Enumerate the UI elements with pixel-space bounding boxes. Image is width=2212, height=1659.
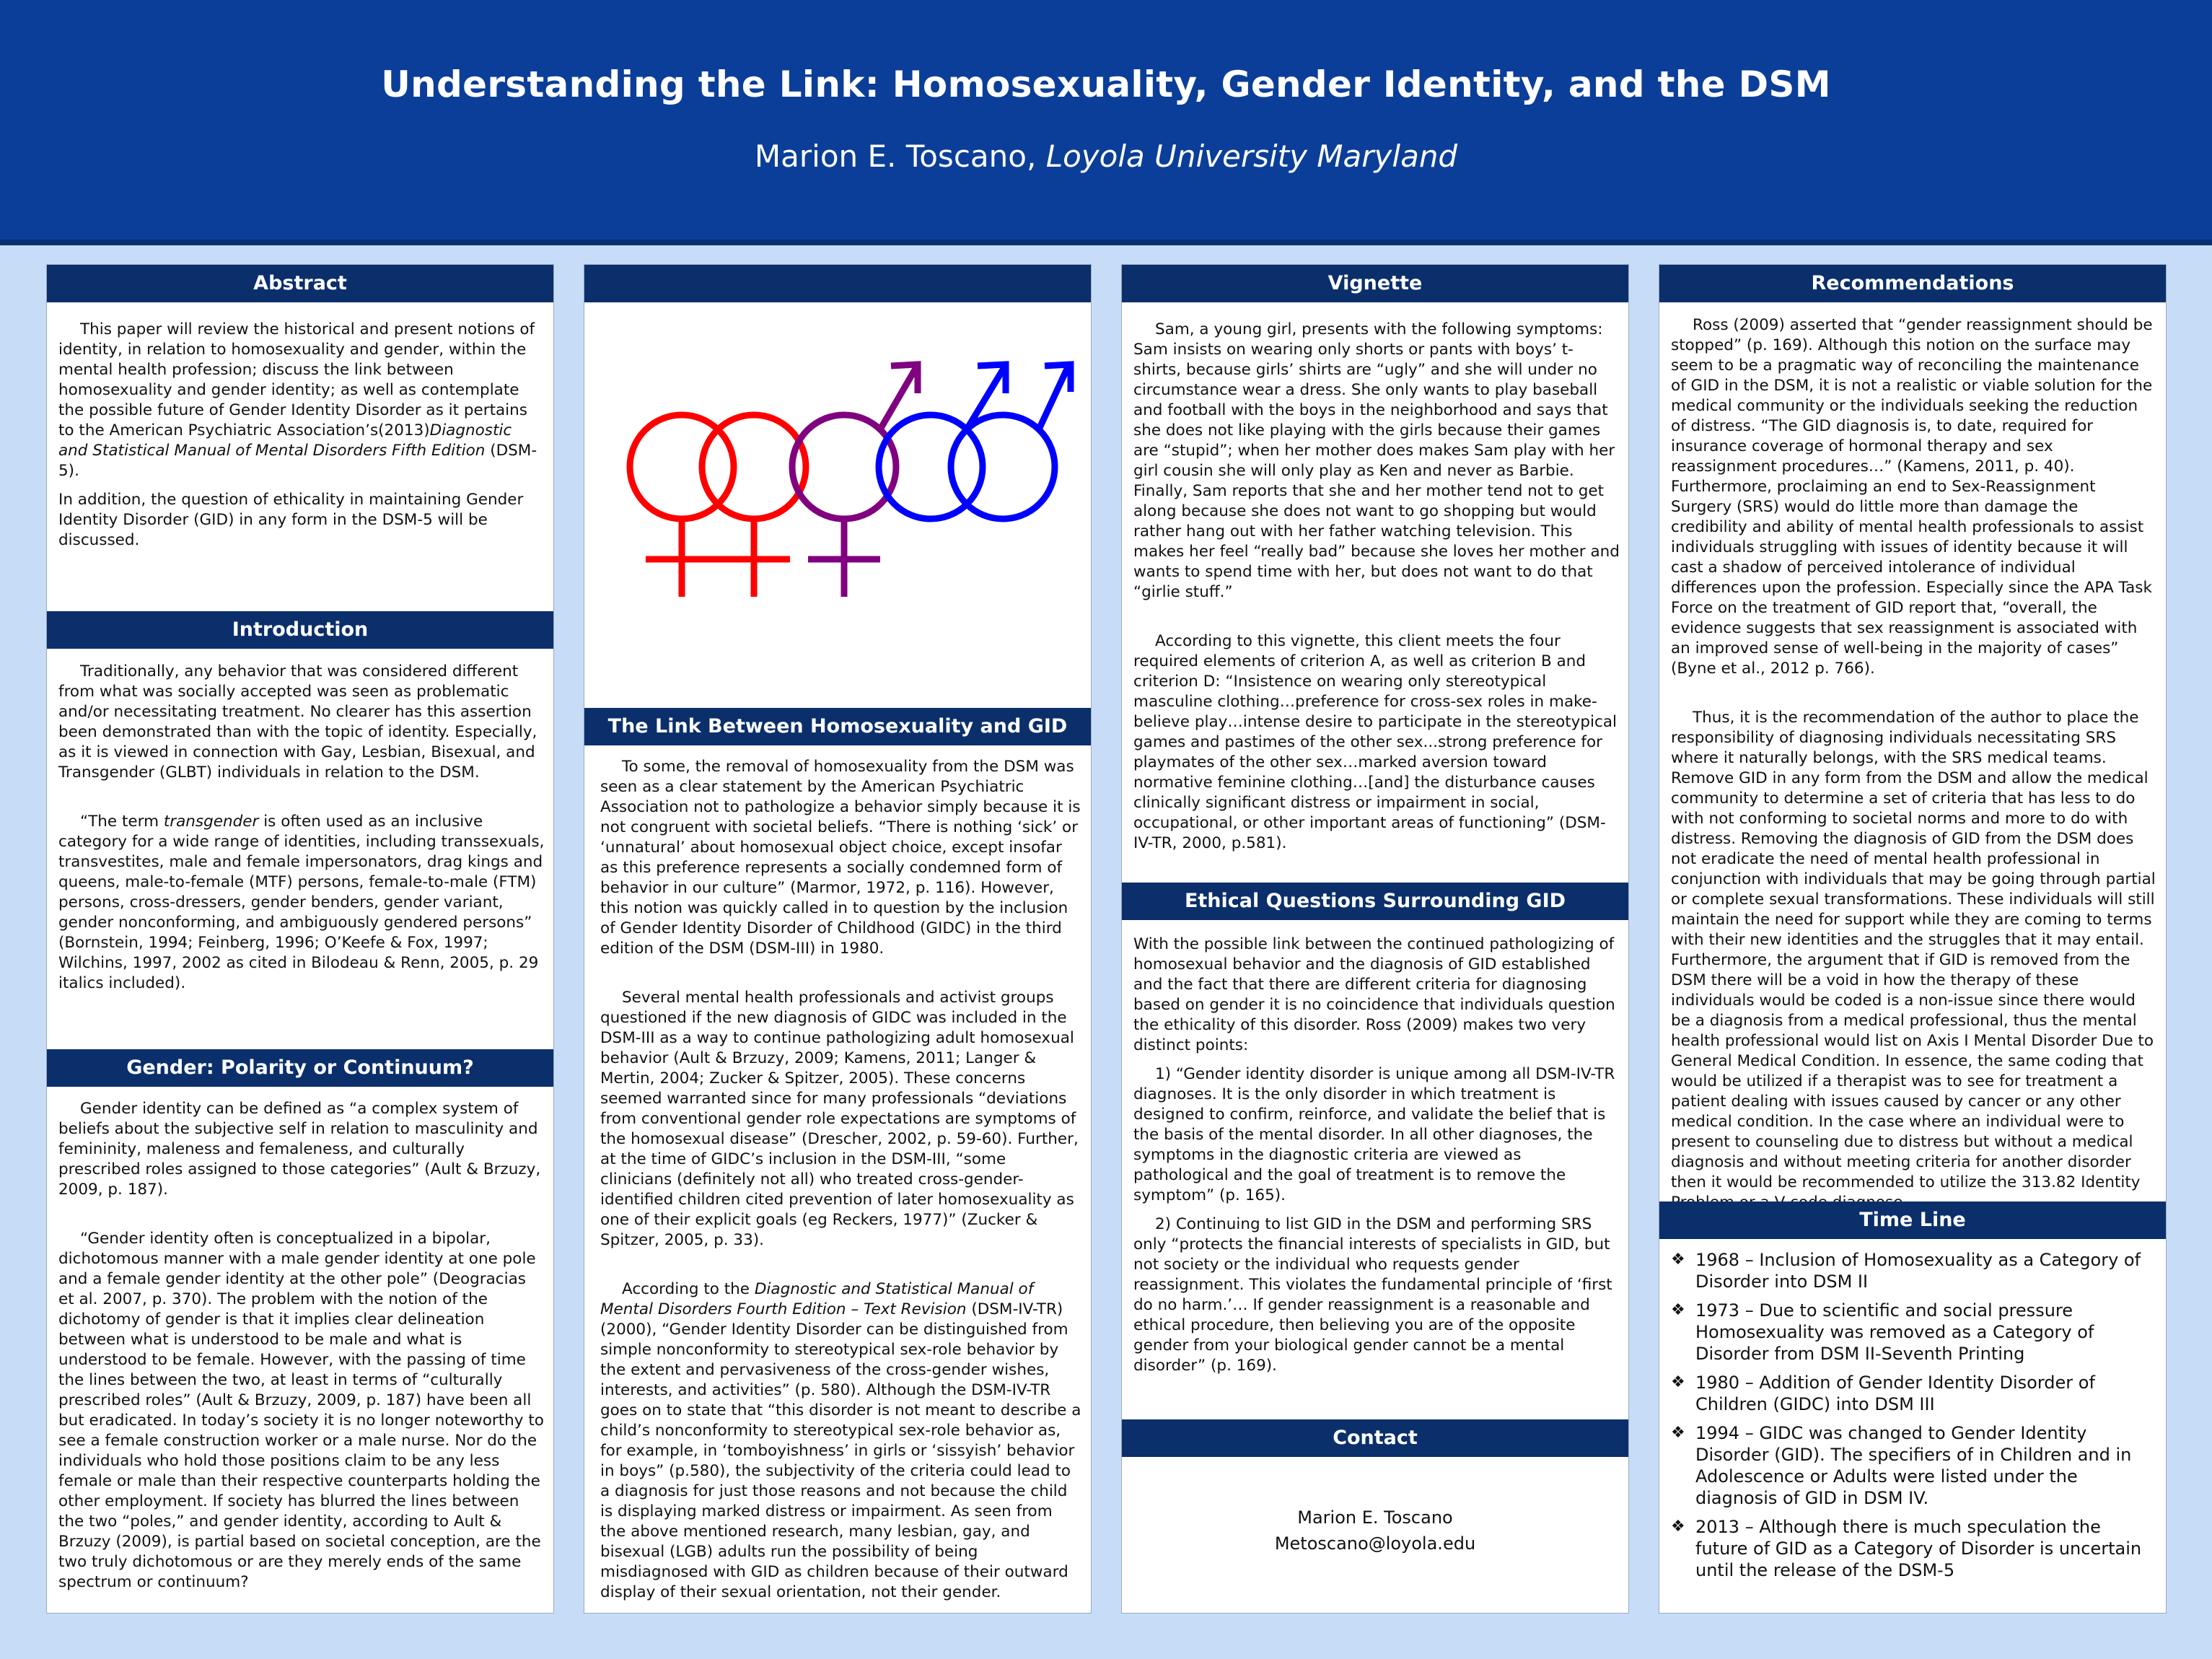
introduction-heading: Introduction bbox=[47, 611, 553, 649]
column-4 bbox=[1659, 264, 2167, 1614]
timeline-body bbox=[1669, 1249, 2157, 1588]
timeline-item: ❖ 2013 – Although there is much speculation the future of GID as a Category of Disorder is uncertain until the release of the DSM-5 bbox=[1671, 1517, 2142, 1580]
introduction-paragraph-2: “The term transgender is often used as an inclusive category for a wide range of identities, including transsexuals, transvestites, male and female impersonators, drag kings and queens, male-to-female (MTF) persons, female-to-male (FTM) persons, cross-dressers, gender benders, gender variant, gender nonconforming, and ambiguously gendered persons” (Bornstein, 1994; Feinberg, 1996; O’Keefe & Fox, 1997; Wilchins, 1997, 2002 as cited in Bilodeau & Renn, 2005, p. 29 italics included). bbox=[58, 813, 545, 992]
vignette-body bbox=[1133, 320, 1620, 883]
abstract-heading: Abstract bbox=[47, 265, 553, 302]
diamond-bullet-icon: ❖ bbox=[1671, 1251, 1685, 1269]
timeline-list bbox=[1669, 1249, 2157, 1581]
contact-name: Marion E. Toscano bbox=[1297, 1507, 1453, 1528]
column-2 bbox=[584, 264, 1092, 1614]
vignette-paragraph-2: According to this vignette, this client meets the four required elements of criterion A, as well as criterion B and criterion D: “Insistence on wearing only stereotypical masculine clothing…preference for cross-sex roles in make-believe play…intense desire to participate in the stereotypical games and pastimes of the other sex...strong preference for playmates of the other sex…marked aversion toward normative feminine clothing…[and] the disturbance causes clinically significant distress or impairment in social, occupational, or other important areas of functioning” (DSM-IV-TR, 2000, p.581). bbox=[1133, 632, 1617, 852]
vignette-paragraph-1: Sam, a young girl, presents with the following symptoms: Sam insists on wearing only shorts or pants with boys’ t-shirts, because girls’ shirts are “ugly” and she will under no circumstance wear a dress. She only wants to play baseball and football with the boys in the neighborhood and says that she does not like playing with the girls because their games are “stupid”; when her mother does makes Sam play with her girl cousin she will only play as Ken and never as Barbie. Finally, Sam reports that she and her mother tend not to get along because she does not want to go shopping but would rather hang out with her father watching television. This makes her feel “really bad” because she loves her mother and wants to spend time with her, but does not want to do that “girlie stuff.” bbox=[1133, 320, 1620, 601]
link-paragraph-3: According to the Diagnostic and Statistical Manual of Mental Disorders Fourth Edition – Text Revision (DSM-IV-TR) (2000), “Gender Identity Disorder can be distinguished from simple nonconformity to stereotypical sex-role behavior by the extent and pervasiveness of the cross-gender wishes, interests, and activities” (p. 580). Although the DSM-IV-TR goes on to state that “this disorder is not meant to describe a child’s nonconformity to stereotypical sex-role behavior as, for example, in ‘tomboyishness’ in girls or ‘sissyish’ behavior in boys” (p.580), the subjectivity of the criteria could lead to a diagnosis for just those reasons and not because the child is displaying marked distress or impairment. As seen from the above mentioned research, many lesbian, gay, and bisexual (LGB) adults run the possibility of being misdiagnosed with GID as children because of their outward display of their sexual orientation, not their gender. bbox=[600, 1280, 1081, 1601]
author-line bbox=[0, 139, 2212, 174]
diamond-bullet-icon: ❖ bbox=[1671, 1518, 1685, 1536]
column-3 bbox=[1121, 264, 1629, 1614]
male-symbol-icon-2 bbox=[951, 364, 1071, 519]
recommendations-paragraph-2: Thus, it is the recommendation of the author to place the responsibility of diagnosing individuals necessitating SRS where it naturally belongs, with the SRS medical teams. Remove GID in any form from the DSM and allow the medical community to determine a set of criteria that has less to do with not conforming to societal norms and more to do with distress. Removing the diagnosis of GID from the DSM does not eradicate the need of mental health professional in conjunction with individuals that may be going through partial or complete sexual transformations. These individuals will still maintain the need for support while they are coming to terms with their new identities and the struggles that it may entail. Furthermore, the argument that if GID is removed from the DSM there will be a void in how the therapy of these individuals would be coded is a non-issue since there would be a diagnosis from a medical professional, thus the mental health professional would list on Axis I Mental Disorder Due to General Medical Condition. In essence, the same coding that would be utilized if a therapist was to see for treatment a patient dealing with issues caused by cancer or any other medical condition. In the case where an individual were to present to counseling due to distress but without a medical diagnosis and without meeting criteria for another disorder then it would be recommended to utilize the 313.82 Identity bbox=[1671, 709, 2156, 1191]
gender-body bbox=[58, 1099, 545, 1621]
author-affiliation: Loyola University Maryland bbox=[1045, 139, 1458, 174]
abstract-paragraph-2: In addition, the question of ethicality in maintaining Gender Identity Disorder (GID) in any form in the DSM-5 will be discussed. bbox=[58, 491, 524, 549]
poster-title: Understanding the Link: Homosexuality, Gender Identity, and the DSM bbox=[381, 64, 1831, 105]
ethical-body bbox=[1133, 934, 1620, 1385]
ethical-heading: Ethical Questions Surrounding GID bbox=[1122, 883, 1628, 920]
recommendations-body bbox=[1671, 315, 2157, 1242]
gender-paragraph-1: Gender identity can be defined as “a complex system of beliefs about the subjective self in relation to masculinity and femininity, maleness and femaleness, and culturally prescribed roles assigned to those categories” (Ault & Brzuzy, 2009, p. 187). bbox=[58, 1100, 541, 1199]
author-name: Marion E. Toscano, bbox=[754, 139, 1037, 174]
link-paragraph-1: To some, the removal of homosexuality from the DSM was seen as a clear statement by the American Psychiatric Association not to pathologize a behavior simply because it is not congruent with societal beliefs. “There is nothing ‘sick’ or ‘unnatural’ about homosexual object choice, except insofar as this preference represents a socially condemned form of behavior in our culture” (Marmor, 1972, p. 116). However, this notion was quickly called in to question by the inclusion of Gender Identity Disorder of Childhood (GIDC) in the third edition of the DSM (DSM-III) in 1980. bbox=[600, 758, 1081, 958]
vignette-heading: Vignette bbox=[1122, 265, 1628, 302]
ethical-paragraph-1: With the possible link between the continued pathologizing of homosexual behavior and the diagnosis of GID established and the fact that there are different criteria for diagnosing based on gender it is no coincidence that individuals question the ethicality of this disorder. Ross (2009) makes two very distinct points: bbox=[1133, 935, 1615, 1054]
intersex-symbol-icon bbox=[792, 364, 918, 597]
graphic-heading-bar bbox=[584, 265, 1091, 302]
recommendations-paragraph-1: Ross (2009) asserted that “gender reassignment should be stopped” (p. 169). Although this notion on the surface may seem to be a pragmatic way of reconciling the maintenance of GID in the DSM, it is not a realistic or viable solution for the medical community or the individuals seeking the reduction of distress. “The GID diagnosis is, to date, required for insurance coverage of hormonal therapy and sex reassignment procedures…” (Kamens, 2011, p. 40). Furthermore, proclaiming an end to Sex-Reassignment Surgery (SRS) would do little more than damage the credibility and ability of mental health professionals to assist individuals struggling with issues of identity because it will cast a shadow of perceived intolerance of individual differences upon the profession. Especially since the APA Task Force on the treatment of GID report that, “overall, the evidence suggests that sex reassignment is associated with an improved sense of well-being in the majority of cases” (Byne et al., 2012 p. 766). bbox=[1671, 316, 2153, 678]
link-body bbox=[600, 757, 1082, 1632]
poster-header bbox=[0, 0, 2212, 245]
introduction-body bbox=[58, 662, 545, 1023]
contact-details bbox=[1122, 1505, 1628, 1557]
contact-email[interactable]: Metoscano@loyola.edu bbox=[1274, 1533, 1476, 1554]
diamond-bullet-icon: ❖ bbox=[1671, 1373, 1685, 1391]
gender-paragraph-2: “Gender identity often is conceptualized in a bipolar, dichotomous manner with a male gender identity at one pole and a female gender identity at the other pole” (Deogracias et al. 2007, p. 370). The problem with the notion of the dichotomy of gender is that it implies clear delineation between what is understood to be male and what is understood to be female. However, with the passing of time the lines between the two, at least in terms of “culturally prescribed roles” (Ault & Brzuzy, 2009, p. 187) have been all but eradicated. In today’s society it is no longer noteworthy to see a female construction worker or a male nurse. Nor do the individuals who hold those positions claim to be any less female or male than their respective counterparts holding the other employment. If society has blurred the lines between the two “poles,” and gender identity, according to Ault & Brzuzy (2009), is partial based on societal conception, are the two truly dichotomous or are they merely ends of the same spectrum or continuum? bbox=[58, 1230, 544, 1591]
female-symbol-icon-2 bbox=[702, 415, 806, 597]
gender-symbols-graphic bbox=[606, 351, 1075, 626]
ethical-paragraph-2: 1) “Gender identity disorder is unique among all DSM-IV-TR diagnoses. It is the only disorder in which treatment is designed to confirm, reinforce, and validate the belief that is the basis of the mental disorder. In all other diagnoses, the symptoms in the diagnostic criteria are viewed as pathological and the goal of treatment is to remove the symptom” (p. 165). bbox=[1133, 1065, 1615, 1204]
introduction-paragraph-1: Traditionally, any behavior that was considered different from what was socially accepted was seen as problematic and/or necessitating treatment. No clearer has this assertion been demonstrated than with the topic of identity. Especially, as it is viewed in connection with Gay, Lesbian, Bisexual, and Transgender (GLBT) individuals in relation to the DSM. bbox=[58, 662, 537, 782]
abstract-paragraph: This paper will review the historical and present notions of identity, in relation to homosexuality and gender, within the mental health profession; discuss the link between homosexuality and gender identity; as well as contemplate the possible future of Gender Identity Disorder as it pertains to the American Psychiatric Association’s(2013)Diagnostic and Statistical Manual of Mental Disorders Fifth Edition (DSM-5). bbox=[58, 320, 537, 480]
timeline-item: ❖ 1968 – Inclusion of Homosexuality as a Category of Disorder into DSM II bbox=[1671, 1250, 2141, 1292]
timeline-item: ❖ 1994 – GIDC was changed to Gender Identity Disorder (GID). The specifiers of in Children and in Adolescence or Adults were listed under the diagnosis of GID in DSM IV. bbox=[1671, 1423, 2132, 1508]
gender-heading: Gender: Polarity or Continuum? bbox=[47, 1049, 553, 1087]
link-heading: The Link Between Homosexuality and GID bbox=[584, 708, 1091, 745]
column-1 bbox=[46, 264, 554, 1614]
abstract-body bbox=[58, 320, 545, 579]
diamond-bullet-icon: ❖ bbox=[1671, 1301, 1685, 1319]
ethical-paragraph-3: 2) Continuing to list GID in the DSM and performing SRS only “protects the financial interests of specialists in GID, but not society or the individual who requests gender reassignment. This violates the fundamental principle of ‘first do no harm.’… If gender reassignment is a reasonable and ethical procedure, then believing you are of the opposite gender from your biological gender cannot be a mental disorder” (p. 169). bbox=[1133, 1215, 1612, 1375]
timeline-heading: Time Line bbox=[1659, 1201, 2166, 1239]
contact-heading: Contact bbox=[1122, 1419, 1628, 1457]
recommendations-heading: Recommendations bbox=[1659, 265, 2166, 302]
link-paragraph-2: Several mental health professionals and activist groups questioned if the new diagnosis of GIDC was included in the DSM-III as a way to continue pathologizing adult homosexual behavior (Ault & Brzuzy, 2009; Kamens, 2011; Langer & Mertin, 2004; Zucker & Spitzer, 2005). These concerns seemed warranted since for many professionals “deviations from conventional gender role expectations are symptoms of the homosexual disease” (Drescher, 2002, p. 59-60). Further, at the time of GIDC’s inclusion in the DSM-III, “some clinicians (definitely not all) who treated cross-gender-identified children cited prevention of later homosexuality as one of their explicit goals (eg Reckers, 1977)” (Zucker & Spitzer, 2005, p. 33). bbox=[600, 989, 1079, 1249]
timeline-item: ❖ 1980 – Addition of Gender Identity Disorder of Children (GIDC) into DSM III bbox=[1671, 1373, 2095, 1414]
male-symbol-icon bbox=[879, 364, 1006, 519]
diamond-bullet-icon: ❖ bbox=[1671, 1424, 1685, 1442]
timeline-item: ❖ 1973 – Due to scientific and social pressure Homosexuality was removed as a Category of Disorder from DSM II-Seventh Printing bbox=[1671, 1300, 2094, 1364]
